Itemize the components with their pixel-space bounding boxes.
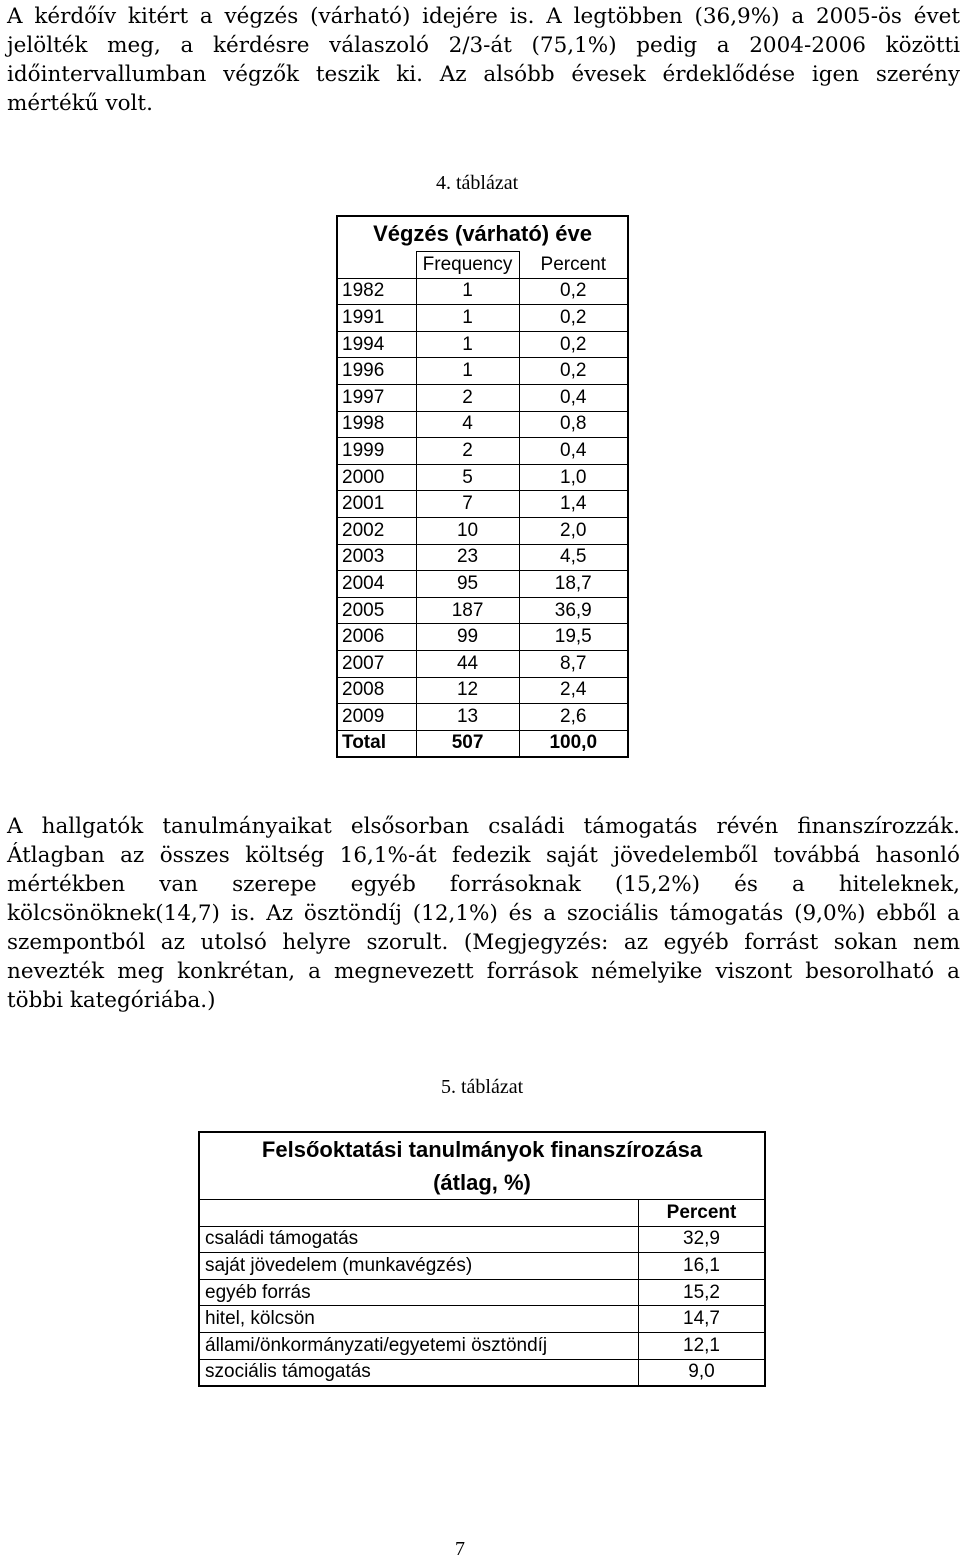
table4-year-cell: 2004 (337, 571, 416, 598)
table5-percent-cell: 16,1 (639, 1253, 766, 1280)
table4-frequency-cell: 95 (416, 571, 519, 598)
table4-row (337, 411, 628, 438)
table5-percent-cell: 9,0 (639, 1359, 766, 1386)
table4-percent-cell: 0,2 (519, 331, 628, 358)
table4-percent-cell: 8,7 (519, 650, 628, 677)
table4-percent-cell: 0,2 (519, 358, 628, 385)
table4-title: Végzés (várható) éve (337, 216, 628, 252)
table4-percent-cell: 0,4 (519, 384, 628, 411)
table5-title-line2: (átlag, %) (433, 1170, 531, 1195)
table4-row (337, 331, 628, 358)
body-line: többi kategóriába.) (7, 988, 216, 1013)
table4-percent-cell: 4,5 (519, 544, 628, 571)
table4-year-cell: 1998 (337, 411, 416, 438)
table4-frequency-cell: 10 (416, 517, 519, 544)
table4-frequency-cell: 1 (416, 331, 519, 358)
table4-row (337, 544, 628, 571)
body-line: szempontból az utolsó helyre szorult. (Megjegyzés: az egyéb forrást sokan nem (7, 930, 960, 955)
table4-frequency-cell: 12 (416, 677, 519, 704)
table4-header-percent: Percent (519, 252, 628, 279)
body-line: mértékben van szerepe egyéb forrásoknak (15,2%) és a hiteleknek, (7, 872, 960, 897)
table4-row (337, 650, 628, 677)
table4-frequency-cell: 2 (416, 438, 519, 465)
table4-row (337, 624, 628, 651)
table4-row (337, 571, 628, 598)
table4-year-cell: 1994 (337, 331, 416, 358)
body-paragraph (7, 812, 960, 1015)
intro-line: mértékű volt. (7, 91, 153, 116)
table4-total-percent: 100,0 (519, 730, 628, 757)
table4-year-cell: 2008 (337, 677, 416, 704)
table4-year-cell: 2003 (337, 544, 416, 571)
table4-percent-cell: 0,2 (519, 278, 628, 305)
table5-caption: 5. táblázat (441, 1076, 524, 1098)
table4-header-frequency: Frequency (416, 252, 519, 279)
table4-frequency-cell: 1 (416, 278, 519, 305)
table5-header-percent: Percent (639, 1200, 766, 1227)
table4-row (337, 464, 628, 491)
body-line: kölcsönöknek(14,7) is. Az ösztöndíj (12,1%) és a szociális támogatás (9,0%) ebből a (7, 901, 960, 926)
intro-line: jelölték meg, a kérdésre válaszoló 2/3-át (75,1%) pedig a 2004-2006 közötti (7, 33, 960, 58)
table4-frequency-cell: 23 (416, 544, 519, 571)
table4-header-empty (337, 252, 416, 279)
table5-row (199, 1253, 765, 1280)
table4-frequency-cell: 7 (416, 491, 519, 518)
table4-row (337, 597, 628, 624)
table5-row (199, 1226, 765, 1253)
intro-line: A kérdőív kitért a végzés (várható) idejére is. A legtöbben (36,9%) a 2005-ös évet (7, 4, 960, 29)
table5-percent-cell: 12,1 (639, 1332, 766, 1359)
table4-year-cell: 2000 (337, 464, 416, 491)
table4-percent-cell: 1,4 (519, 491, 628, 518)
table5-title-line1: Felsőoktatási tanulmányok finanszírozása (261, 1137, 703, 1162)
table4-row (337, 384, 628, 411)
table4-year-cell: 2001 (337, 491, 416, 518)
graduation-year-table (336, 215, 629, 758)
table4-frequency-cell: 1 (416, 358, 519, 385)
table4-year-cell: 2005 (337, 597, 416, 624)
table5-percent-cell: 14,7 (639, 1306, 766, 1333)
table5-row (199, 1332, 765, 1359)
table4-year-cell: 2006 (337, 624, 416, 651)
page-number: 7 (455, 1538, 465, 1560)
table4-frequency-cell: 99 (416, 624, 519, 651)
table4-row (337, 677, 628, 704)
table4-frequency-cell: 2 (416, 384, 519, 411)
body-line: Átlagban az összes költség 16,1%-át fedezik saját jövedelemből továbbá hasonló (7, 843, 960, 868)
table4-year-cell: 1997 (337, 384, 416, 411)
table4-year-cell: 1982 (337, 278, 416, 305)
table4-frequency-cell: 187 (416, 597, 519, 624)
table4-total-label: Total (337, 730, 416, 757)
table5-row (199, 1359, 765, 1386)
intro-line: időintervallumban végzők teszik ki. Az alsóbb évesek érdeklődése igen szerény (7, 62, 960, 87)
table4-frequency-cell: 5 (416, 464, 519, 491)
table4-percent-cell: 2,0 (519, 517, 628, 544)
table5-label-cell: egyéb forrás (199, 1279, 639, 1306)
table4-percent-cell: 1,0 (519, 464, 628, 491)
table4-frequency-cell: 1 (416, 305, 519, 332)
table5-percent-cell: 32,9 (639, 1226, 766, 1253)
table5-row (199, 1306, 765, 1333)
funding-table (198, 1131, 766, 1387)
intro-paragraph (7, 2, 960, 118)
table4-row (337, 278, 628, 305)
table5-label-cell: szociális támogatás (199, 1359, 639, 1386)
table4-year-cell: 1996 (337, 358, 416, 385)
body-line: nevezték meg konkrétan, a megnevezett források némelyike viszont besorolható a (7, 959, 960, 984)
table5-label-cell: hitel, kölcsön (199, 1306, 639, 1333)
table4-row (337, 517, 628, 544)
table4-total-frequency: 507 (416, 730, 519, 757)
table4-year-cell: 1999 (337, 438, 416, 465)
table4-caption: 4. táblázat (436, 172, 519, 194)
table5-row (199, 1279, 765, 1306)
table4-percent-cell: 2,6 (519, 704, 628, 731)
table4-percent-cell: 18,7 (519, 571, 628, 598)
table5-label-cell: családi támogatás (199, 1226, 639, 1253)
table5-label-cell: saját jövedelem (munkavégzés) (199, 1253, 639, 1280)
table4-year-cell: 2002 (337, 517, 416, 544)
table4-year-cell: 2009 (337, 704, 416, 731)
table5-title (199, 1132, 765, 1200)
table5-percent-cell: 15,2 (639, 1279, 766, 1306)
table4-row (337, 704, 628, 731)
table4-row (337, 358, 628, 385)
table4-percent-cell: 2,4 (519, 677, 628, 704)
table4-frequency-cell: 44 (416, 650, 519, 677)
table4-percent-cell: 36,9 (519, 597, 628, 624)
table4-percent-cell: 0,8 (519, 411, 628, 438)
table4-percent-cell: 19,5 (519, 624, 628, 651)
table4-frequency-cell: 4 (416, 411, 519, 438)
table5-label-cell: állami/önkormányzati/egyetemi ösztöndíj (199, 1332, 639, 1359)
table4-row (337, 305, 628, 332)
table4-frequency-cell: 13 (416, 704, 519, 731)
table4-year-cell: 2007 (337, 650, 416, 677)
table4-percent-cell: 0,4 (519, 438, 628, 465)
table4-percent-cell: 0,2 (519, 305, 628, 332)
body-line: A hallgatók tanulmányaikat elsősorban családi támogatás révén finanszírozzák. (7, 814, 960, 839)
table4-row (337, 438, 628, 465)
table4-year-cell: 1991 (337, 305, 416, 332)
table5-header-empty (199, 1200, 639, 1227)
table4-row (337, 491, 628, 518)
